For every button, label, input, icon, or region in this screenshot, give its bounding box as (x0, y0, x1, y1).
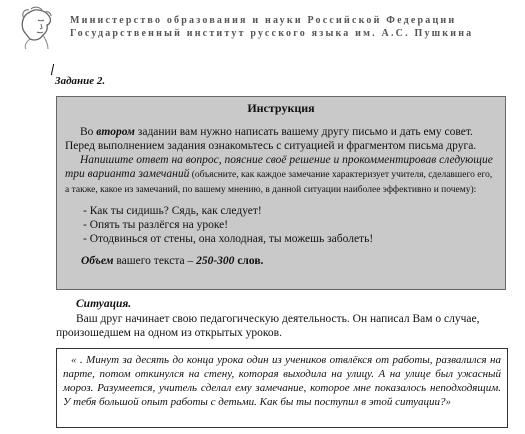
instruction-box (56, 96, 506, 290)
pushkin-portrait-logo (12, 4, 60, 50)
list-item: - Опять ты разлёгся на уроке! (83, 219, 229, 231)
situation-heading: Ситуация. (76, 298, 132, 310)
list-item: - Как ты сидишь? Сядь, как следует! (83, 205, 262, 217)
instruction-heading: Инструкция (247, 101, 315, 115)
text-volume: Объем вашего текста – 250-300 слов. (81, 255, 264, 267)
document-header (0, 0, 525, 60)
ministry-line-2: Государственный институт русского языка им. А.С. Пушкина (70, 28, 474, 39)
situation-text: Ваш друг начинает свою педагогическую деятельность. Он написал Вам о случае, произошедшем на одном из открытых уроков. (56, 313, 480, 339)
remarks-list (83, 204, 497, 246)
ministry-line-1: Министерство образования и науки Российской Федерации (70, 15, 457, 26)
letter-quote: « . Минут за десять до конца урока один из учеников отвлёкся от работы, развалился на парте, потом откинулся на стену, которая выходила на улицу. А на улице был ужасный мороз. Разумеется, учитель сделал ему замечание, которое мне показалось неподходящим. У тебя большой опыт работы с детьми. Как бы ты поступил в этой ситуации?» (63, 354, 501, 408)
instruction-paragraph-1: Во втором задании вам нужно написать вашему другу письмо и дать ему совет. Перед выполнением задания ознакомьтесь с ситуацией и фрагментом письма друга. (65, 126, 477, 152)
ministry-name (70, 14, 520, 40)
instruction-paragraph-2: Напишите ответ на вопрос, поясние своё решение и прокомментировав следующие три варианта замечаний (объясните, как каждое замечание характеризует учителя, сделавшего его, а также, какое из замечаний, по вашему мнению, в данной ситуации наиболее эффективно и почему): (65, 154, 493, 195)
list-item: - Отодвинься от стены, она холодная, ты можешь заболеть! (83, 233, 374, 245)
letter-quote-box (56, 348, 508, 428)
task-title: Задание 2. (55, 75, 106, 87)
text-cursor (51, 64, 54, 75)
